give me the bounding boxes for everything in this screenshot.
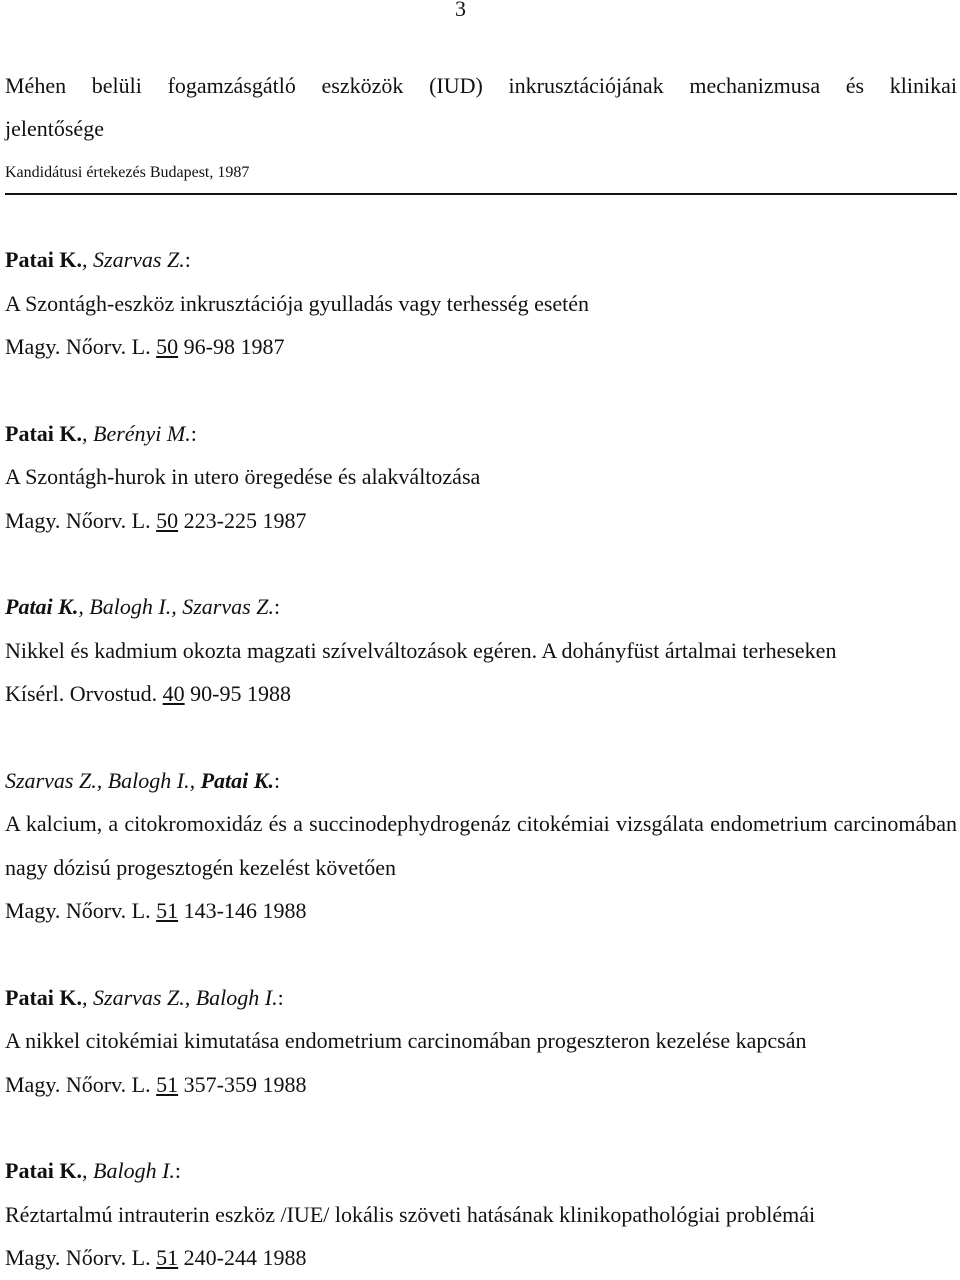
spacer bbox=[5, 715, 957, 758]
author-initial: Z. bbox=[161, 984, 185, 1010]
entry-title: A nikkel citokémiai kimutatása endometrium carcinomában progeszteron kezelése kapcsán bbox=[5, 1028, 807, 1054]
thesis-info-line bbox=[5, 151, 957, 195]
journal-volume: 51 bbox=[156, 1071, 179, 1097]
publication-entry-5 bbox=[5, 976, 957, 1150]
author-separator: , bbox=[78, 594, 90, 620]
author-initial: M. bbox=[161, 420, 191, 446]
pages-year: 96-98 1987 bbox=[178, 333, 285, 359]
author-surname: Szarvas bbox=[93, 247, 162, 273]
journal-name: Kísérl. Orvostud. bbox=[5, 681, 163, 707]
entry-authors bbox=[5, 759, 957, 802]
author-separator: , bbox=[82, 984, 94, 1010]
entry-authors bbox=[5, 412, 957, 455]
publication-entry-6 bbox=[5, 1149, 957, 1279]
author-initial: I. bbox=[171, 767, 190, 793]
entry-citation bbox=[5, 889, 957, 932]
author-surname: Patai bbox=[200, 767, 249, 793]
journal-name: Magy. Nőorv. L. bbox=[5, 507, 157, 533]
pages-year: 90-95 1988 bbox=[184, 681, 291, 707]
author-initial: Z. bbox=[250, 594, 274, 620]
entry-title: A Szontágh-hurok in utero öregedése és alakváltozása bbox=[5, 464, 481, 490]
journal-volume: 50 bbox=[156, 333, 179, 359]
author-surname: Szarvas bbox=[182, 594, 251, 620]
author-surname: Balogh bbox=[89, 594, 153, 620]
author-surname: Balogh bbox=[93, 1158, 157, 1184]
author-separator: , bbox=[96, 767, 108, 793]
pages-year: 357-359 1988 bbox=[178, 1071, 307, 1097]
author-colon: : bbox=[277, 984, 284, 1010]
publication-list bbox=[5, 64, 957, 1280]
journal-name: Magy. Nőorv. L. bbox=[5, 1245, 157, 1271]
author-colon: : bbox=[174, 1158, 182, 1184]
entry-title: A Szontágh-eszköz inkrusztációja gyulladás vagy terhesség esetén bbox=[5, 290, 590, 316]
journal-volume: 51 bbox=[156, 898, 179, 924]
author-surname: Szarvas bbox=[93, 984, 162, 1010]
author-initial: K. bbox=[248, 767, 274, 793]
spacer bbox=[5, 195, 957, 238]
author-initial: I. bbox=[259, 984, 278, 1010]
entry-authors bbox=[5, 585, 957, 628]
author-surname: Patai bbox=[5, 420, 54, 446]
author-separator: , bbox=[82, 247, 94, 273]
author-surname: Szarvas bbox=[5, 767, 74, 793]
publication-entry-2 bbox=[5, 412, 957, 586]
entry-citation bbox=[5, 499, 957, 542]
author-colon: : bbox=[273, 594, 281, 620]
entry-authors bbox=[5, 976, 957, 1019]
entry-citation bbox=[5, 1236, 957, 1279]
pages-year: 223-225 1987 bbox=[178, 507, 307, 533]
author-initial: I. bbox=[152, 594, 172, 620]
author-colon: : bbox=[190, 420, 197, 446]
author-initial: I. bbox=[156, 1158, 175, 1184]
publication-entry-3 bbox=[5, 585, 957, 759]
journal-volume: 51 bbox=[156, 1245, 179, 1271]
thesis-title-line-2: jelentősége bbox=[5, 116, 104, 142]
journal-volume: 40 bbox=[162, 681, 185, 707]
author-surname: Balogh bbox=[195, 984, 260, 1010]
author-initial: K. bbox=[53, 420, 83, 446]
entry-authors bbox=[5, 238, 957, 281]
author-surname: Patai bbox=[5, 247, 54, 273]
author-surname: Patai bbox=[5, 594, 53, 620]
entry-authors bbox=[5, 1149, 957, 1192]
author-colon: : bbox=[273, 767, 281, 793]
spacer bbox=[5, 1106, 957, 1149]
thesis-info-text: Kandidátusi értekezés Budapest, 1987 bbox=[5, 163, 250, 181]
pages-year: 143-146 1988 bbox=[178, 898, 307, 924]
spacer bbox=[5, 932, 957, 975]
author-surname: Patai bbox=[5, 1158, 54, 1184]
entry-citation bbox=[5, 672, 957, 715]
entry-citation bbox=[5, 1063, 957, 1106]
author-separator: , bbox=[189, 767, 201, 793]
author-separator: , bbox=[82, 420, 94, 446]
author-separator: , bbox=[171, 594, 183, 620]
spacer bbox=[5, 542, 957, 585]
entry-title: Réztartalmú intrauterin eszköz /IUE/ lokális szöveti hatásának klinikopathológiai problémái bbox=[5, 1201, 816, 1227]
journal-name: Magy. Nőorv. L. bbox=[5, 333, 157, 359]
entry-citation bbox=[5, 325, 957, 368]
spacer bbox=[5, 368, 957, 411]
author-surname: Balogh bbox=[107, 767, 172, 793]
author-initial: Z. bbox=[73, 767, 97, 793]
thesis-title-line-1: Méhen belüli fogamzásgátló eszközök (IUD) inkrusztációjának mechanizmusa és klinikai bbox=[5, 73, 957, 98]
author-separator: , bbox=[184, 984, 196, 1010]
author-colon: : bbox=[184, 247, 191, 273]
entry-title: A kalcium, a citokromoxidáz és a succinodephydrogenáz citokémiai vizsgálata endometrium carcinomában nagy dózisú progesztogén kezelést követően bbox=[5, 811, 957, 880]
author-initial: Z. bbox=[161, 247, 185, 273]
author-initial: K. bbox=[52, 594, 79, 620]
journal-name: Magy. Nőorv. L. bbox=[5, 898, 157, 924]
journal-volume: 50 bbox=[156, 507, 179, 533]
pages-year: 240-244 1988 bbox=[178, 1245, 307, 1271]
author-initial: K. bbox=[53, 1158, 83, 1184]
author-surname: Berényi bbox=[93, 420, 162, 446]
entry-title: Nikkel és kadmium okozta magzati szívelváltozások egéren. A dohányfüst ártalmai terheseken bbox=[5, 637, 837, 663]
author-initial: K. bbox=[53, 984, 83, 1010]
journal-name: Magy. Nőorv. L. bbox=[5, 1071, 157, 1097]
page-number: 3 bbox=[455, 0, 466, 21]
author-separator: , bbox=[82, 1158, 94, 1184]
publication-entry-4 bbox=[5, 759, 957, 976]
author-initial: K. bbox=[53, 247, 83, 273]
author-surname: Patai bbox=[5, 984, 54, 1010]
publication-entry-1 bbox=[5, 238, 957, 412]
